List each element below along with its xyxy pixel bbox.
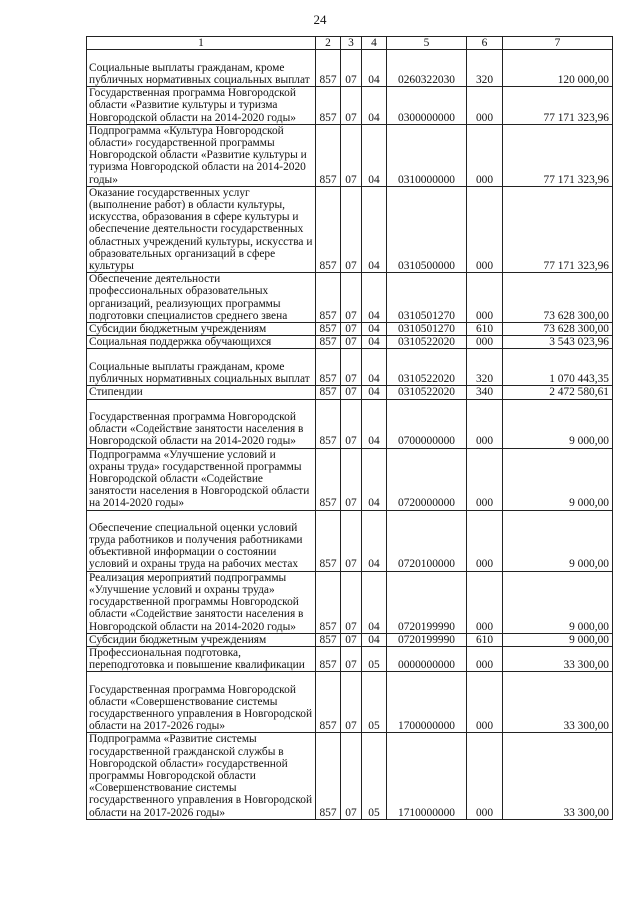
row-subsection: 04 xyxy=(362,87,387,125)
row-target-article: 0700000000 xyxy=(387,399,467,448)
row-amount: 9 000,00 xyxy=(503,448,613,510)
table-row xyxy=(87,336,613,349)
row-expense-type: 610 xyxy=(467,633,503,646)
row-amount: 73 628 300,00 xyxy=(503,323,613,336)
row-target-article: 0720000000 xyxy=(387,448,467,510)
row-name: Социальные выплаты гражданам, кроме публичных нормативных социальных выплат xyxy=(87,50,316,87)
page-number: 24 xyxy=(313,12,327,27)
row-amount: 3 543 023,96 xyxy=(503,336,613,349)
row-expense-type: 000 xyxy=(467,672,503,733)
budget-table xyxy=(86,36,613,820)
row-section: 07 xyxy=(341,323,362,336)
row-amount: 2 472 580,61 xyxy=(503,386,613,399)
row-subsection: 04 xyxy=(362,510,387,571)
row-amount: 9 000,00 xyxy=(503,571,613,633)
row-section: 07 xyxy=(341,510,362,571)
row-amount: 120 000,00 xyxy=(503,50,613,87)
row-expense-type: 000 xyxy=(467,733,503,819)
row-subsection: 04 xyxy=(362,124,387,186)
row-subsection: 04 xyxy=(362,336,387,349)
row-subsection: 04 xyxy=(362,186,387,272)
row-name: Подпрограмма «Улучшение условий и охраны труда» государственной программы Новгородской области «Содействие занятости населения в Новгородской области на 2014-2020 годы» xyxy=(87,448,316,510)
row-amount: 9 000,00 xyxy=(503,633,613,646)
row-expense-type: 000 xyxy=(467,336,503,349)
table-row xyxy=(87,633,613,646)
row-target-article: 0720199990 xyxy=(387,571,467,633)
row-subsection: 04 xyxy=(362,448,387,510)
row-grbs: 857 xyxy=(316,323,341,336)
row-target-article: 0310522020 xyxy=(387,336,467,349)
header-col-2: 2 xyxy=(316,37,341,50)
row-subsection: 04 xyxy=(362,571,387,633)
row-grbs: 857 xyxy=(316,672,341,733)
row-target-article: 0310522020 xyxy=(387,349,467,386)
table-body xyxy=(87,50,613,820)
row-grbs: 857 xyxy=(316,571,341,633)
row-name: Субсидии бюджетным учреждениям xyxy=(87,323,316,336)
row-subsection: 04 xyxy=(362,386,387,399)
table-row xyxy=(87,733,613,819)
row-section: 07 xyxy=(341,87,362,125)
row-grbs: 857 xyxy=(316,448,341,510)
row-expense-type: 340 xyxy=(467,386,503,399)
header-col-7: 7 xyxy=(503,37,613,50)
row-amount: 33 300,00 xyxy=(503,672,613,733)
row-expense-type: 610 xyxy=(467,323,503,336)
table-row xyxy=(87,50,613,87)
row-subsection: 05 xyxy=(362,672,387,733)
row-subsection: 04 xyxy=(362,273,387,323)
row-amount: 9 000,00 xyxy=(503,510,613,571)
row-subsection: 05 xyxy=(362,646,387,671)
row-section: 07 xyxy=(341,672,362,733)
row-grbs: 857 xyxy=(316,646,341,671)
header-col-1: 1 xyxy=(87,37,316,50)
row-target-article: 0260322030 xyxy=(387,50,467,87)
row-section: 07 xyxy=(341,399,362,448)
row-subsection: 04 xyxy=(362,50,387,87)
row-expense-type: 320 xyxy=(467,50,503,87)
row-amount: 73 628 300,00 xyxy=(503,273,613,323)
row-section: 07 xyxy=(341,571,362,633)
row-grbs: 857 xyxy=(316,336,341,349)
row-section: 07 xyxy=(341,186,362,272)
row-grbs: 857 xyxy=(316,633,341,646)
row-section: 07 xyxy=(341,733,362,819)
row-target-article: 0310500000 xyxy=(387,186,467,272)
row-name: Субсидии бюджетным учреждениям xyxy=(87,633,316,646)
row-section: 07 xyxy=(341,646,362,671)
row-grbs: 857 xyxy=(316,273,341,323)
row-name: Обеспечение деятельности профессиональных образовательных организаций, реализующих программы подготовки специалистов среднего звена xyxy=(87,273,316,323)
row-grbs: 857 xyxy=(316,124,341,186)
table-row xyxy=(87,399,613,448)
row-section: 07 xyxy=(341,386,362,399)
row-expense-type: 000 xyxy=(467,87,503,125)
row-name: Подпрограмма «Развитие системы государственной гражданской службы в Новгородской области» государственной программы Новгородской области «Совершенствование системы государственного управления в Новгородской области на 2017-2026 годы» xyxy=(87,733,316,819)
row-amount: 77 171 323,96 xyxy=(503,186,613,272)
table-row xyxy=(87,646,613,671)
row-expense-type: 000 xyxy=(467,646,503,671)
row-subsection: 04 xyxy=(362,399,387,448)
row-section: 07 xyxy=(341,273,362,323)
row-expense-type: 000 xyxy=(467,571,503,633)
row-target-article: 0000000000 xyxy=(387,646,467,671)
row-name: Профессиональная подготовка, переподготовка и повышение квалификации xyxy=(87,646,316,671)
header-col-4: 4 xyxy=(362,37,387,50)
header-col-6: 6 xyxy=(467,37,503,50)
table-row xyxy=(87,386,613,399)
row-section: 07 xyxy=(341,349,362,386)
row-name: Государственная программа Новгородской области «Развитие культуры и туризма Новгородской области на 2014-2020 годы» xyxy=(87,87,316,125)
table-row xyxy=(87,124,613,186)
table-row xyxy=(87,510,613,571)
row-subsection: 05 xyxy=(362,733,387,819)
row-target-article: 1700000000 xyxy=(387,672,467,733)
table-row xyxy=(87,448,613,510)
row-grbs: 857 xyxy=(316,349,341,386)
row-subsection: 04 xyxy=(362,349,387,386)
row-grbs: 857 xyxy=(316,510,341,571)
row-expense-type: 000 xyxy=(467,510,503,571)
row-name: Государственная программа Новгородской области «Совершенствование системы государственного управления в Новгородской области на 2017-2026 годы» xyxy=(87,672,316,733)
row-target-article: 0310501270 xyxy=(387,273,467,323)
row-amount: 1 070 443,35 xyxy=(503,349,613,386)
row-grbs: 857 xyxy=(316,386,341,399)
row-expense-type: 000 xyxy=(467,273,503,323)
table-row xyxy=(87,672,613,733)
row-expense-type: 320 xyxy=(467,349,503,386)
row-amount: 9 000,00 xyxy=(503,399,613,448)
header-col-3: 3 xyxy=(341,37,362,50)
row-section: 07 xyxy=(341,50,362,87)
row-name: Социальная поддержка обучающихся xyxy=(87,336,316,349)
row-name: Стипендии xyxy=(87,386,316,399)
row-grbs: 857 xyxy=(316,186,341,272)
row-grbs: 857 xyxy=(316,399,341,448)
header-col-5: 5 xyxy=(387,37,467,50)
row-name: Реализация мероприятий подпрограммы «Улучшение условий и охраны труда» государственной программы Новгородской области «Содействие занятости населения в Новгородской области на 2014-2020 годы» xyxy=(87,571,316,633)
table-row xyxy=(87,349,613,386)
row-name: Социальные выплаты гражданам, кроме публичных нормативных социальных выплат xyxy=(87,349,316,386)
row-expense-type: 000 xyxy=(467,186,503,272)
row-section: 07 xyxy=(341,448,362,510)
row-section: 07 xyxy=(341,336,362,349)
row-grbs: 857 xyxy=(316,87,341,125)
row-amount: 33 300,00 xyxy=(503,646,613,671)
row-section: 07 xyxy=(341,633,362,646)
row-grbs: 857 xyxy=(316,733,341,819)
row-target-article: 0300000000 xyxy=(387,87,467,125)
row-subsection: 04 xyxy=(362,323,387,336)
row-name: Государственная программа Новгородской области «Содействие занятости населения в Новгородской области на 2014-2020 годы» xyxy=(87,399,316,448)
table-row xyxy=(87,571,613,633)
table-row xyxy=(87,323,613,336)
row-amount: 33 300,00 xyxy=(503,733,613,819)
row-amount: 77 171 323,96 xyxy=(503,124,613,186)
table-row xyxy=(87,186,613,272)
row-name: Оказание государственных услуг (выполнение работ) в области культуры, искусства, образования в сфере культуры и обеспечение деятельности государственных областных учреждений культуры, искусства и образовательных организаций в сфере культуры xyxy=(87,186,316,272)
row-expense-type: 000 xyxy=(467,448,503,510)
row-target-article: 0310522020 xyxy=(387,386,467,399)
row-target-article: 1710000000 xyxy=(387,733,467,819)
table-row xyxy=(87,87,613,125)
row-name: Подпрограмма «Культура Новгородской области» государственной программы Новгородской области «Развитие культуры и туризма Новгородской области на 2014-2020 годы» xyxy=(87,124,316,186)
row-grbs: 857 xyxy=(316,50,341,87)
table-header-row xyxy=(87,37,613,50)
row-target-article: 0310501270 xyxy=(387,323,467,336)
row-target-article: 0720199990 xyxy=(387,633,467,646)
row-expense-type: 000 xyxy=(467,124,503,186)
row-section: 07 xyxy=(341,124,362,186)
table-row xyxy=(87,273,613,323)
row-target-article: 0720100000 xyxy=(387,510,467,571)
row-target-article: 0310000000 xyxy=(387,124,467,186)
row-expense-type: 000 xyxy=(467,399,503,448)
row-amount: 77 171 323,96 xyxy=(503,87,613,125)
row-subsection: 04 xyxy=(362,633,387,646)
row-name: Обеспечение специальной оценки условий труда работников и получения работниками объективной информации о состоянии условий и охраны труда на рабочих местах xyxy=(87,510,316,571)
